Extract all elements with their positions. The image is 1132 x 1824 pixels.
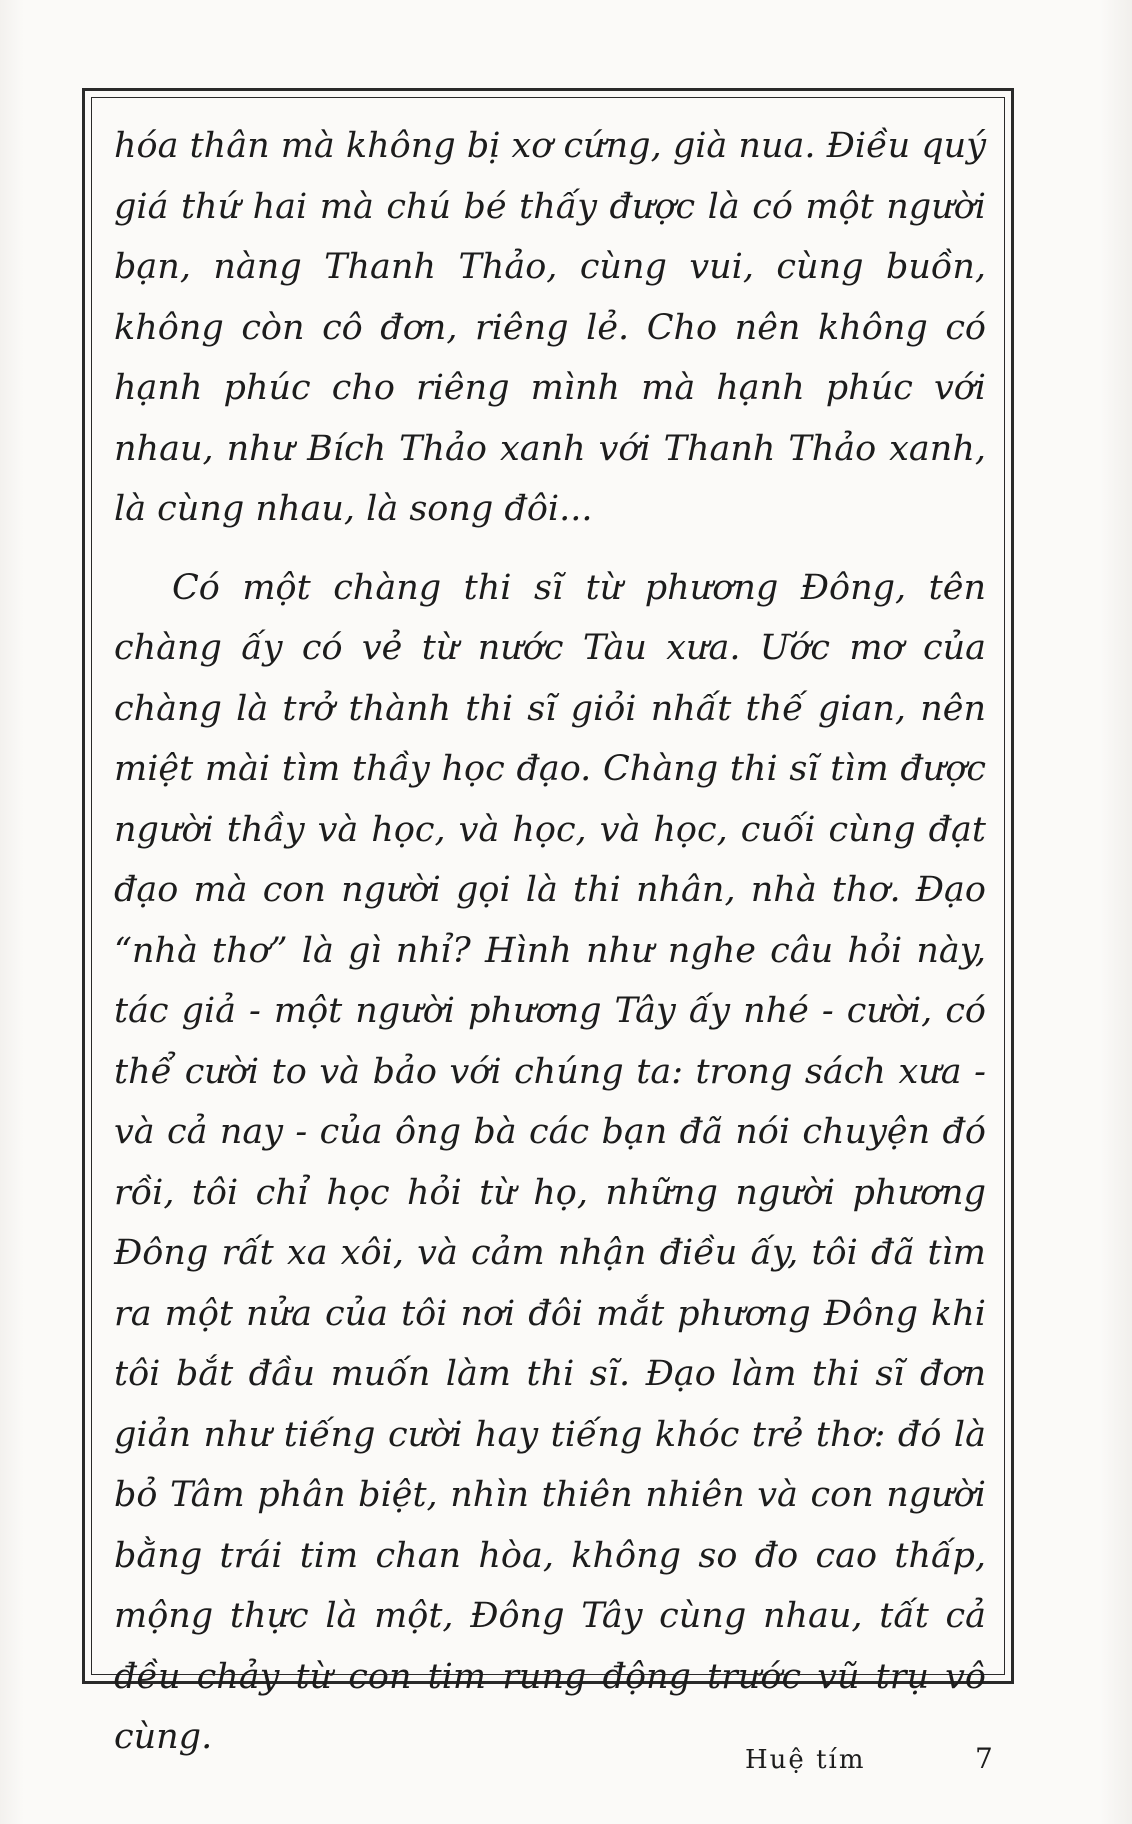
paragraph-2: Có một chàng thi sĩ từ phương Đông, tên chàng ấy có vẻ từ nước Tàu xưa. Ước mơ của chàng là trở thành thi sĩ giỏi nhất thế gian, nên miệt mài tìm thầy học đạo. Chàng thi sĩ tìm được người thầy và học, và học, và học, cuối cùng đạt đạo mà con người gọi là thi nhân, nhà thơ. Đạo “nhà thơ” là gì nhỉ? Hình như nghe câu hỏi này, tác giả - một người phương Tây ấy nhé - cười, có thể cười to và bảo với chúng ta: trong sách xưa - và cả nay - của ông bà các bạn đã nói chuyện đó rồi, tôi chỉ học hỏi từ họ, những người phương Đông rất xa xôi, và cảm nhận điều ấy, tôi đã tìm ra một nửa của tôi nơi đôi mắt phương Đông khi tôi bắt đầu muốn làm thi sĩ. Đạo làm thi sĩ đơn giản như tiếng cười hay tiếng khóc trẻ thơ: đó là bỏ Tâm phân biệt, nhìn thiên nhiên và con người bằng trái tim chan hòa, không so đo cao thấp, mộng thực là một, Đông Tây cùng nhau, tất cả đều chảy từ con tim rung động trước vũ trụ vô cùng. <box>114 567 986 1757</box>
page-body-text <box>114 116 986 1768</box>
paragraph-1: hóa thân mà không bị xơ cứng, già nua. Điều quý giá thứ hai mà chú bé thấy được là có một người bạn, nàng Thanh Thảo, cùng vui, cùng buồn, không còn cô đơn, riêng lẻ. Cho nên không có hạnh phúc cho riêng mình mà hạnh phúc với nhau, như Bích Thảo xanh với Thanh Thảo xanh, là cùng nhau, là song đôi... <box>114 126 986 529</box>
page-number: 7 <box>975 1742 993 1775</box>
running-footer-book-title: Huệ tím <box>745 1745 866 1775</box>
